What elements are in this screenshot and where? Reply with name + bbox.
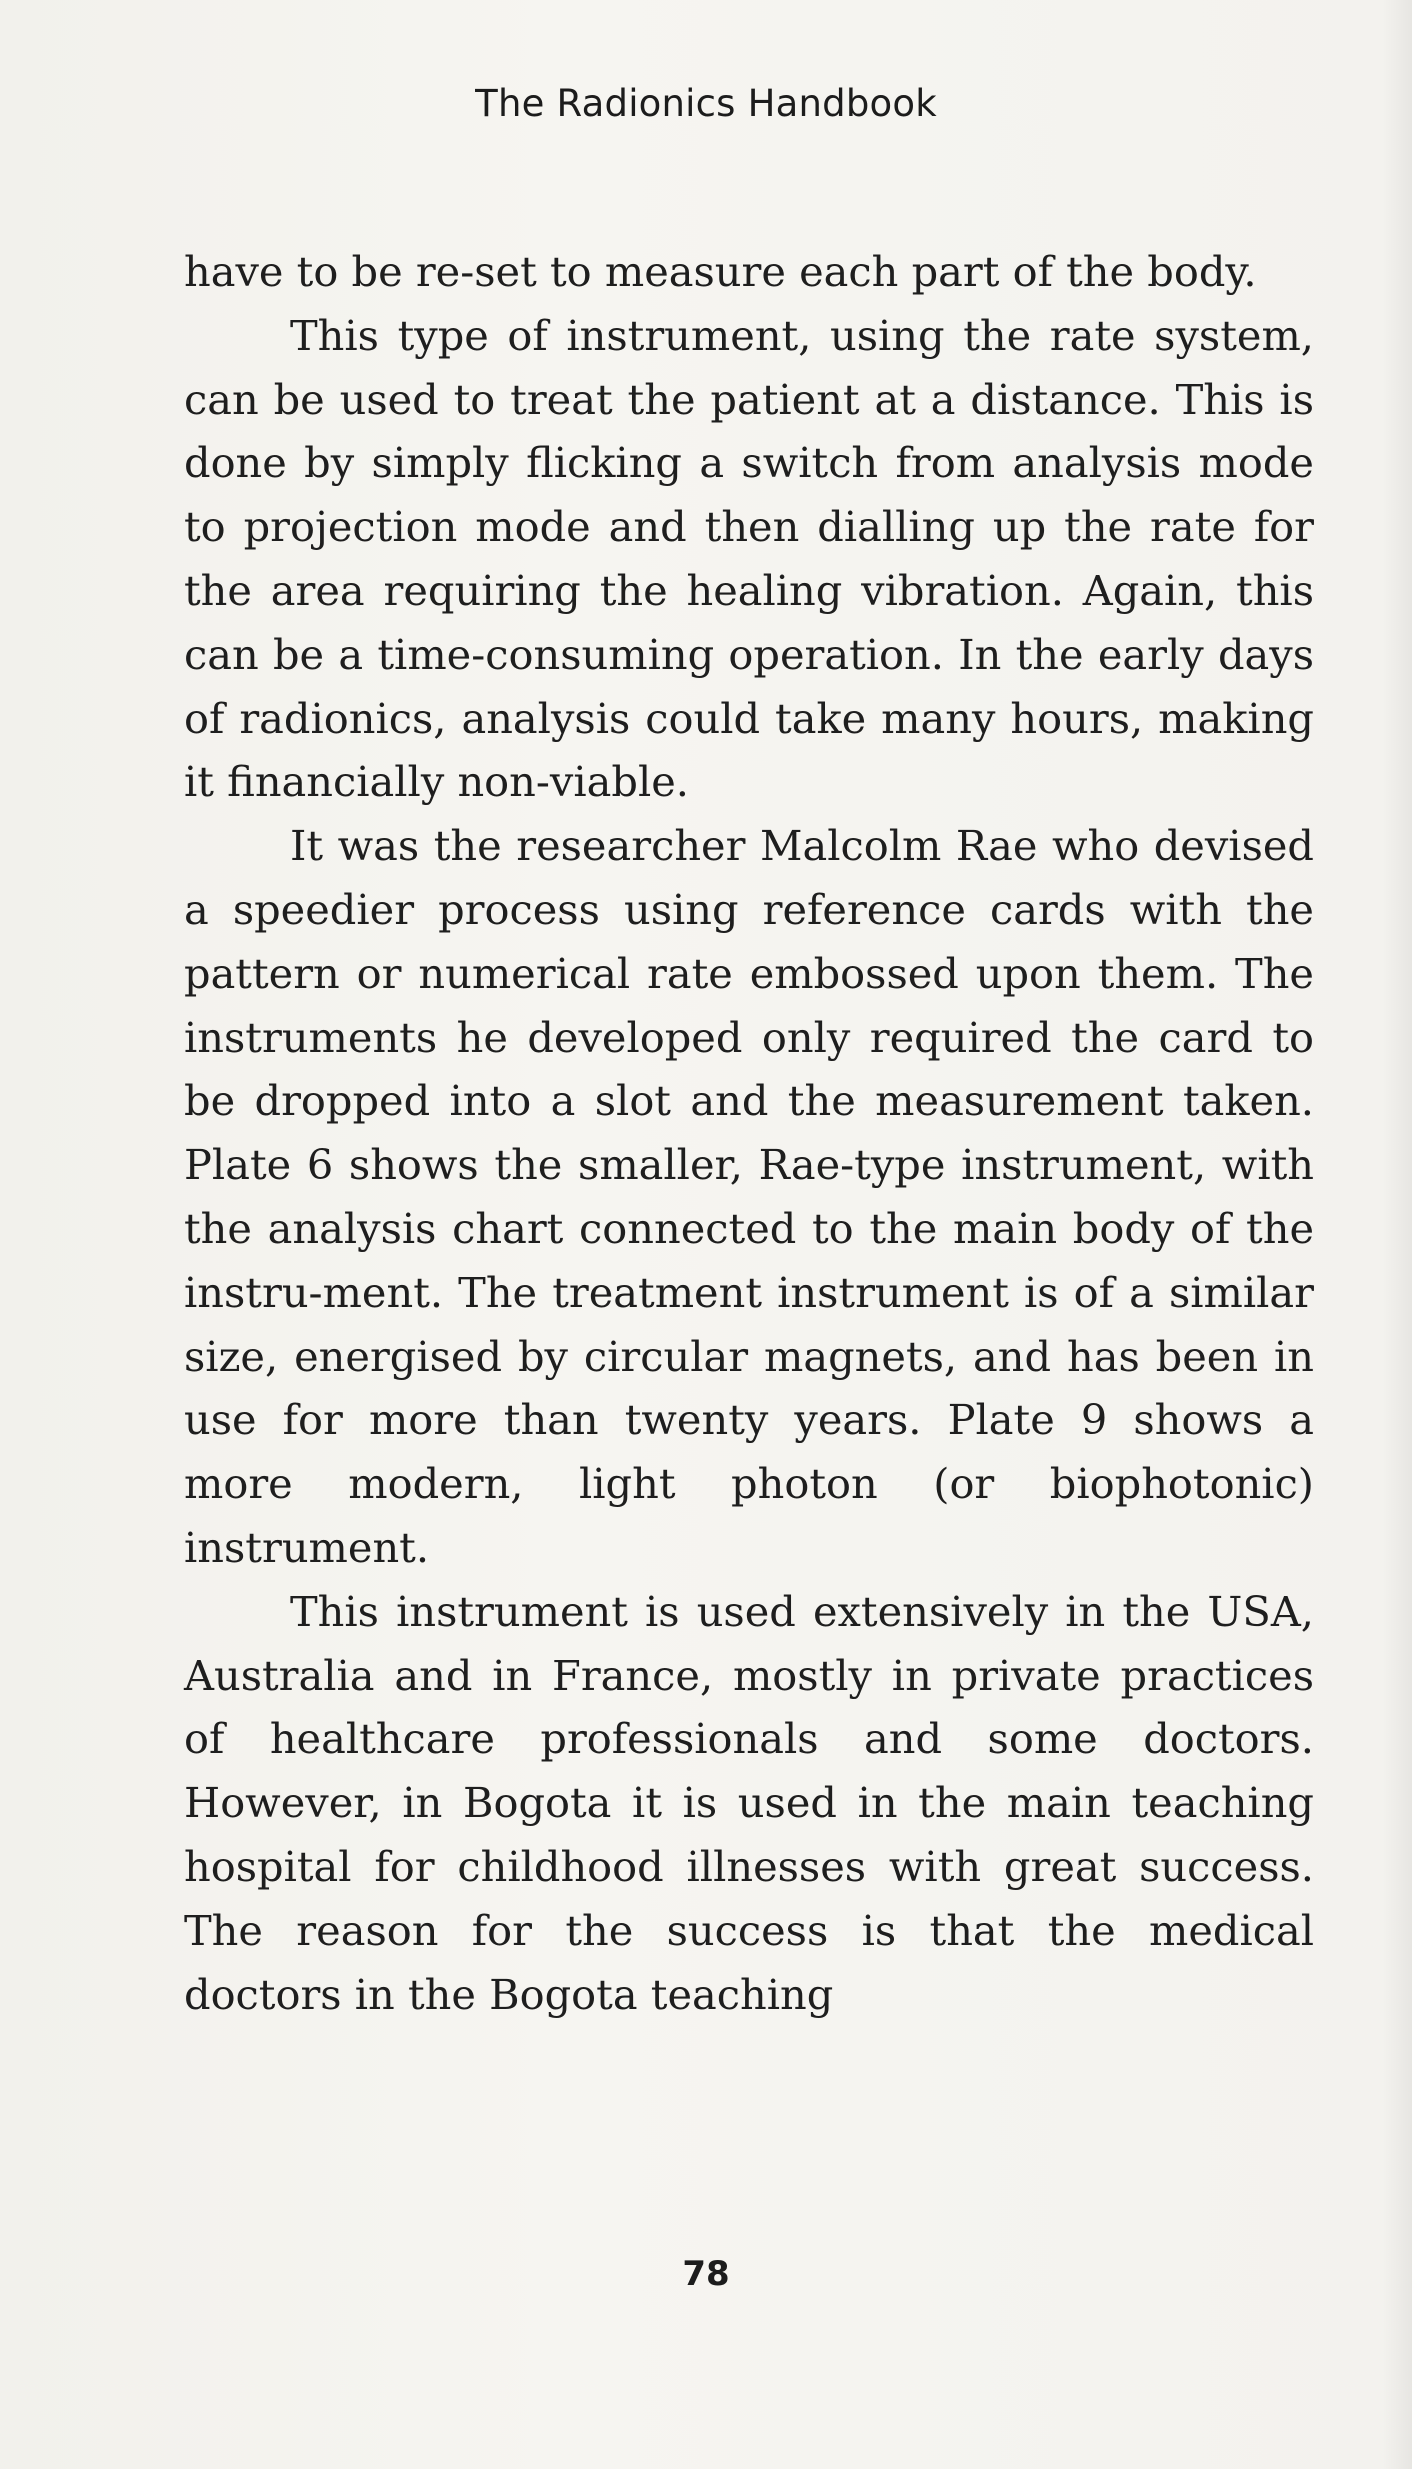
paragraph-usage: This instrument is used extensively in the USA, Australia and in France, mostly in private practices of healthcare professionals and some doctors. However, in Bogota it is used in the main teaching hospital for childhood illnesses with great success. The reason for the success is that the medical doctors in the Bogota teaching [184,1586,1314,2019]
page-edge-shadow [1382,0,1412,2469]
paragraph-continued: have to be re-set to measure each part of the body. [184,247,1257,296]
paragraph-malcolm-rae: It was the researcher Malcolm Rae who devised a speedier process using reference cards with the pattern or numerical rate embossed upon them. The instruments he developed only required the card to be dropped into a slot and the measurement taken. Plate 6 shows the smaller, Rae-type instrument, with the analysis chart connected to the main body of the instru-ment. The treatment instrument is of a similar size, energised by circular magnets, and has been in use for more than twenty years. Plate 9 shows a more modern, light photon (or biophotonic) instrument. [184,821,1314,1572]
body-text [184,240,1314,2026]
page-number: 78 [682,2254,730,2294]
paragraph-rate-system: This type of instrument, using the rate system, can be used to treat the patient at a distance. This is done by simply flicking a switch from analysis mode to projection mode and then dialling up the rate for the area requiring the healing vibration. Again, this can be a time-consuming operation. In the early days of radionics, analysis could take many hours, making it financially non-viable. [184,310,1314,807]
running-head-title: The Radionics Handbook [475,82,937,125]
